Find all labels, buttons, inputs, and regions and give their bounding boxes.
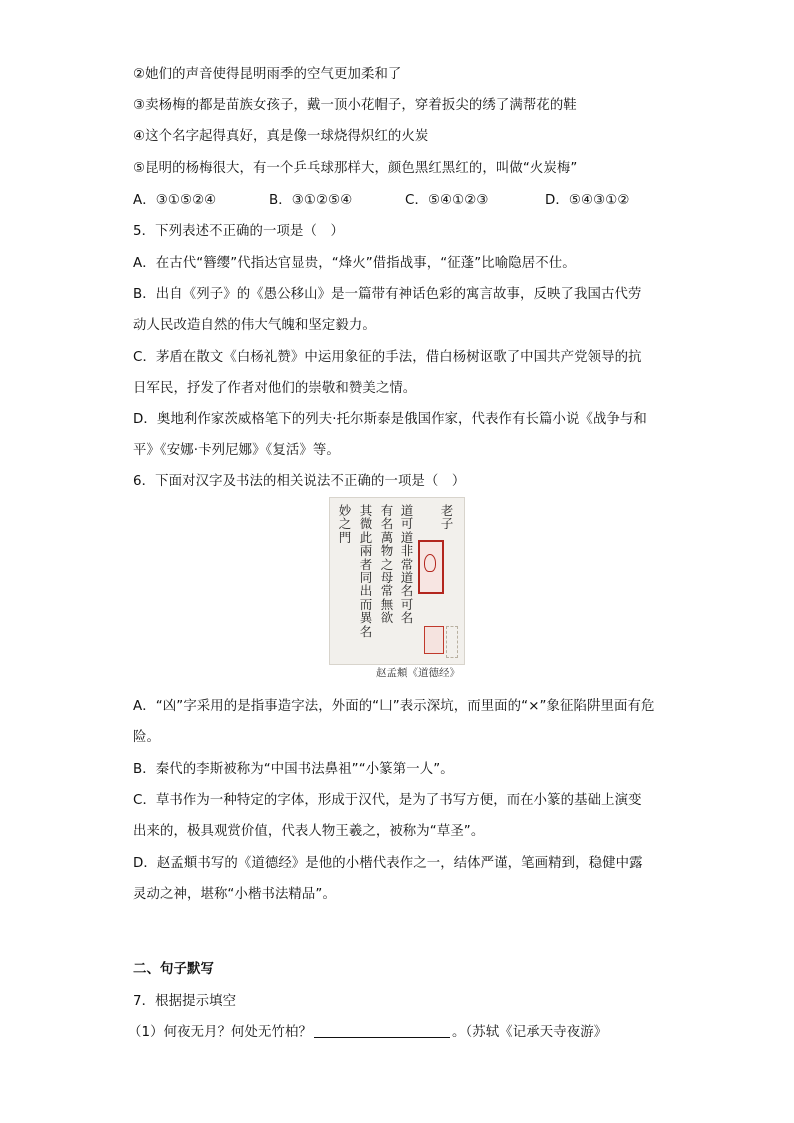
q6-option-c-line1: C．草书作为一种特定的字体，形成于汉代，是为了书写方便，而在小篆的基础上演变 (133, 793, 642, 808)
q5-stem: 5．下列表述不正确的一项是（ ） (133, 224, 344, 239)
figure-caption: 赵孟頫《道德经》 (376, 667, 460, 679)
calligraphy-column-5: 妙之門 (338, 503, 352, 545)
q4-option-b: B．③①②⑤④ (269, 193, 353, 208)
q4-option-a: A．③①⑤②④ (133, 193, 217, 208)
q4-item-5: ⑤昆明的杨梅很大，有一个乒乓球那样大，颜色黑红黑红的，叫做“火炭梅” (133, 161, 578, 176)
answer-blank[interactable] (314, 1023, 450, 1038)
faint-stamp-icon (446, 626, 458, 658)
q5-option-c-line1: C．茅盾在散文《白杨礼赞》中运用象征的手法，借白杨树讴歌了中国共产党领导的抗 (133, 350, 642, 365)
red-seal-icon (418, 540, 444, 594)
q7-item-1-prompt: （1）何夜无月？何处无竹柏？ (128, 1025, 312, 1040)
q5-option-b-line1: B．出自《列子》的《愚公移山》是一篇带有神话色彩的寓言故事，反映了我国古代劳 (133, 287, 642, 302)
calligraphy-column-4: 其微此兩者同出而異名 (359, 503, 373, 639)
q4-item-3: ③卖杨梅的都是苗族女孩子，戴一顶小花帽子，穿着扳尖的绣了满帮花的鞋 (133, 98, 577, 113)
q4-item-2: ②她们的声音使得昆明雨季的空气更加柔和了 (133, 67, 402, 82)
q4-option-d: D．⑤④③①② (545, 193, 630, 208)
q6-option-c-line2: 出来的，极具观赏价值，代表人物王羲之，被称为“草圣”。 (133, 824, 485, 839)
section-title: 二、句子默写 (133, 962, 214, 977)
q5-option-b-line2: 动人民改造自然的伟大气魄和坚定毅力。 (133, 318, 376, 333)
q6-option-d-line1: D．赵孟頫书写的《道德经》是他的小楷代表作之一，结体严谨，笔画精到，稳健中露 (133, 856, 643, 871)
small-seal-icon (424, 626, 444, 654)
q6-option-d-line2: 灵动之神，堪称“小楷书法精品”。 (133, 887, 336, 902)
q6-option-b: B．秦代的李斯被称为“中国书法鼻祖”“小篆第一人”。 (133, 762, 454, 777)
q5-option-a: A．在古代“簪缨”代指达官显贵，“烽火”借指战事，“征蓬”比喻隐居不仕。 (133, 256, 576, 271)
q6-stem: 6．下面对汉字及书法的相关说法不正确的一项是（ ） (133, 474, 466, 489)
calligraphy-column-2: 道可道非常道名可名 (400, 503, 414, 626)
q4-options (133, 191, 673, 211)
calligraphy-column-1: 老子 (440, 503, 454, 532)
q7-item-1 (128, 1023, 607, 1043)
q5-option-d-line1: D．奥地利作家茨威格笔下的列夫·托尔斯泰是俄国作家，代表作有长篇小说《战争与和 (133, 412, 647, 427)
q4-option-c: C．⑤④①②③ (405, 193, 489, 208)
q4-item-4: ④这个名字起得真好，真是像一球烧得炽红的火炭 (133, 129, 429, 144)
q5-option-d-line2: 平》《安娜·卡列尼娜》《复活》等。 (133, 443, 340, 458)
q7-item-1-source: 。（苏轼《记承天寺夜游》 (452, 1025, 608, 1040)
q7-stem: 7．根据提示填空 (133, 994, 237, 1009)
calligraphy-column-3: 有名萬物之母常無欲 (380, 503, 394, 626)
q6-option-a-line2: 险。 (133, 730, 160, 745)
q6-option-a-line1: A．“凶”字采用的是指事造字法，外面的“凵”表示深坑，而里面的“×”象征陷阱里面有危 (133, 699, 655, 714)
calligraphy-image (329, 497, 465, 665)
q5-option-c-line2: 日军民，抒发了作者对他们的崇敬和赞美之情。 (133, 381, 417, 396)
